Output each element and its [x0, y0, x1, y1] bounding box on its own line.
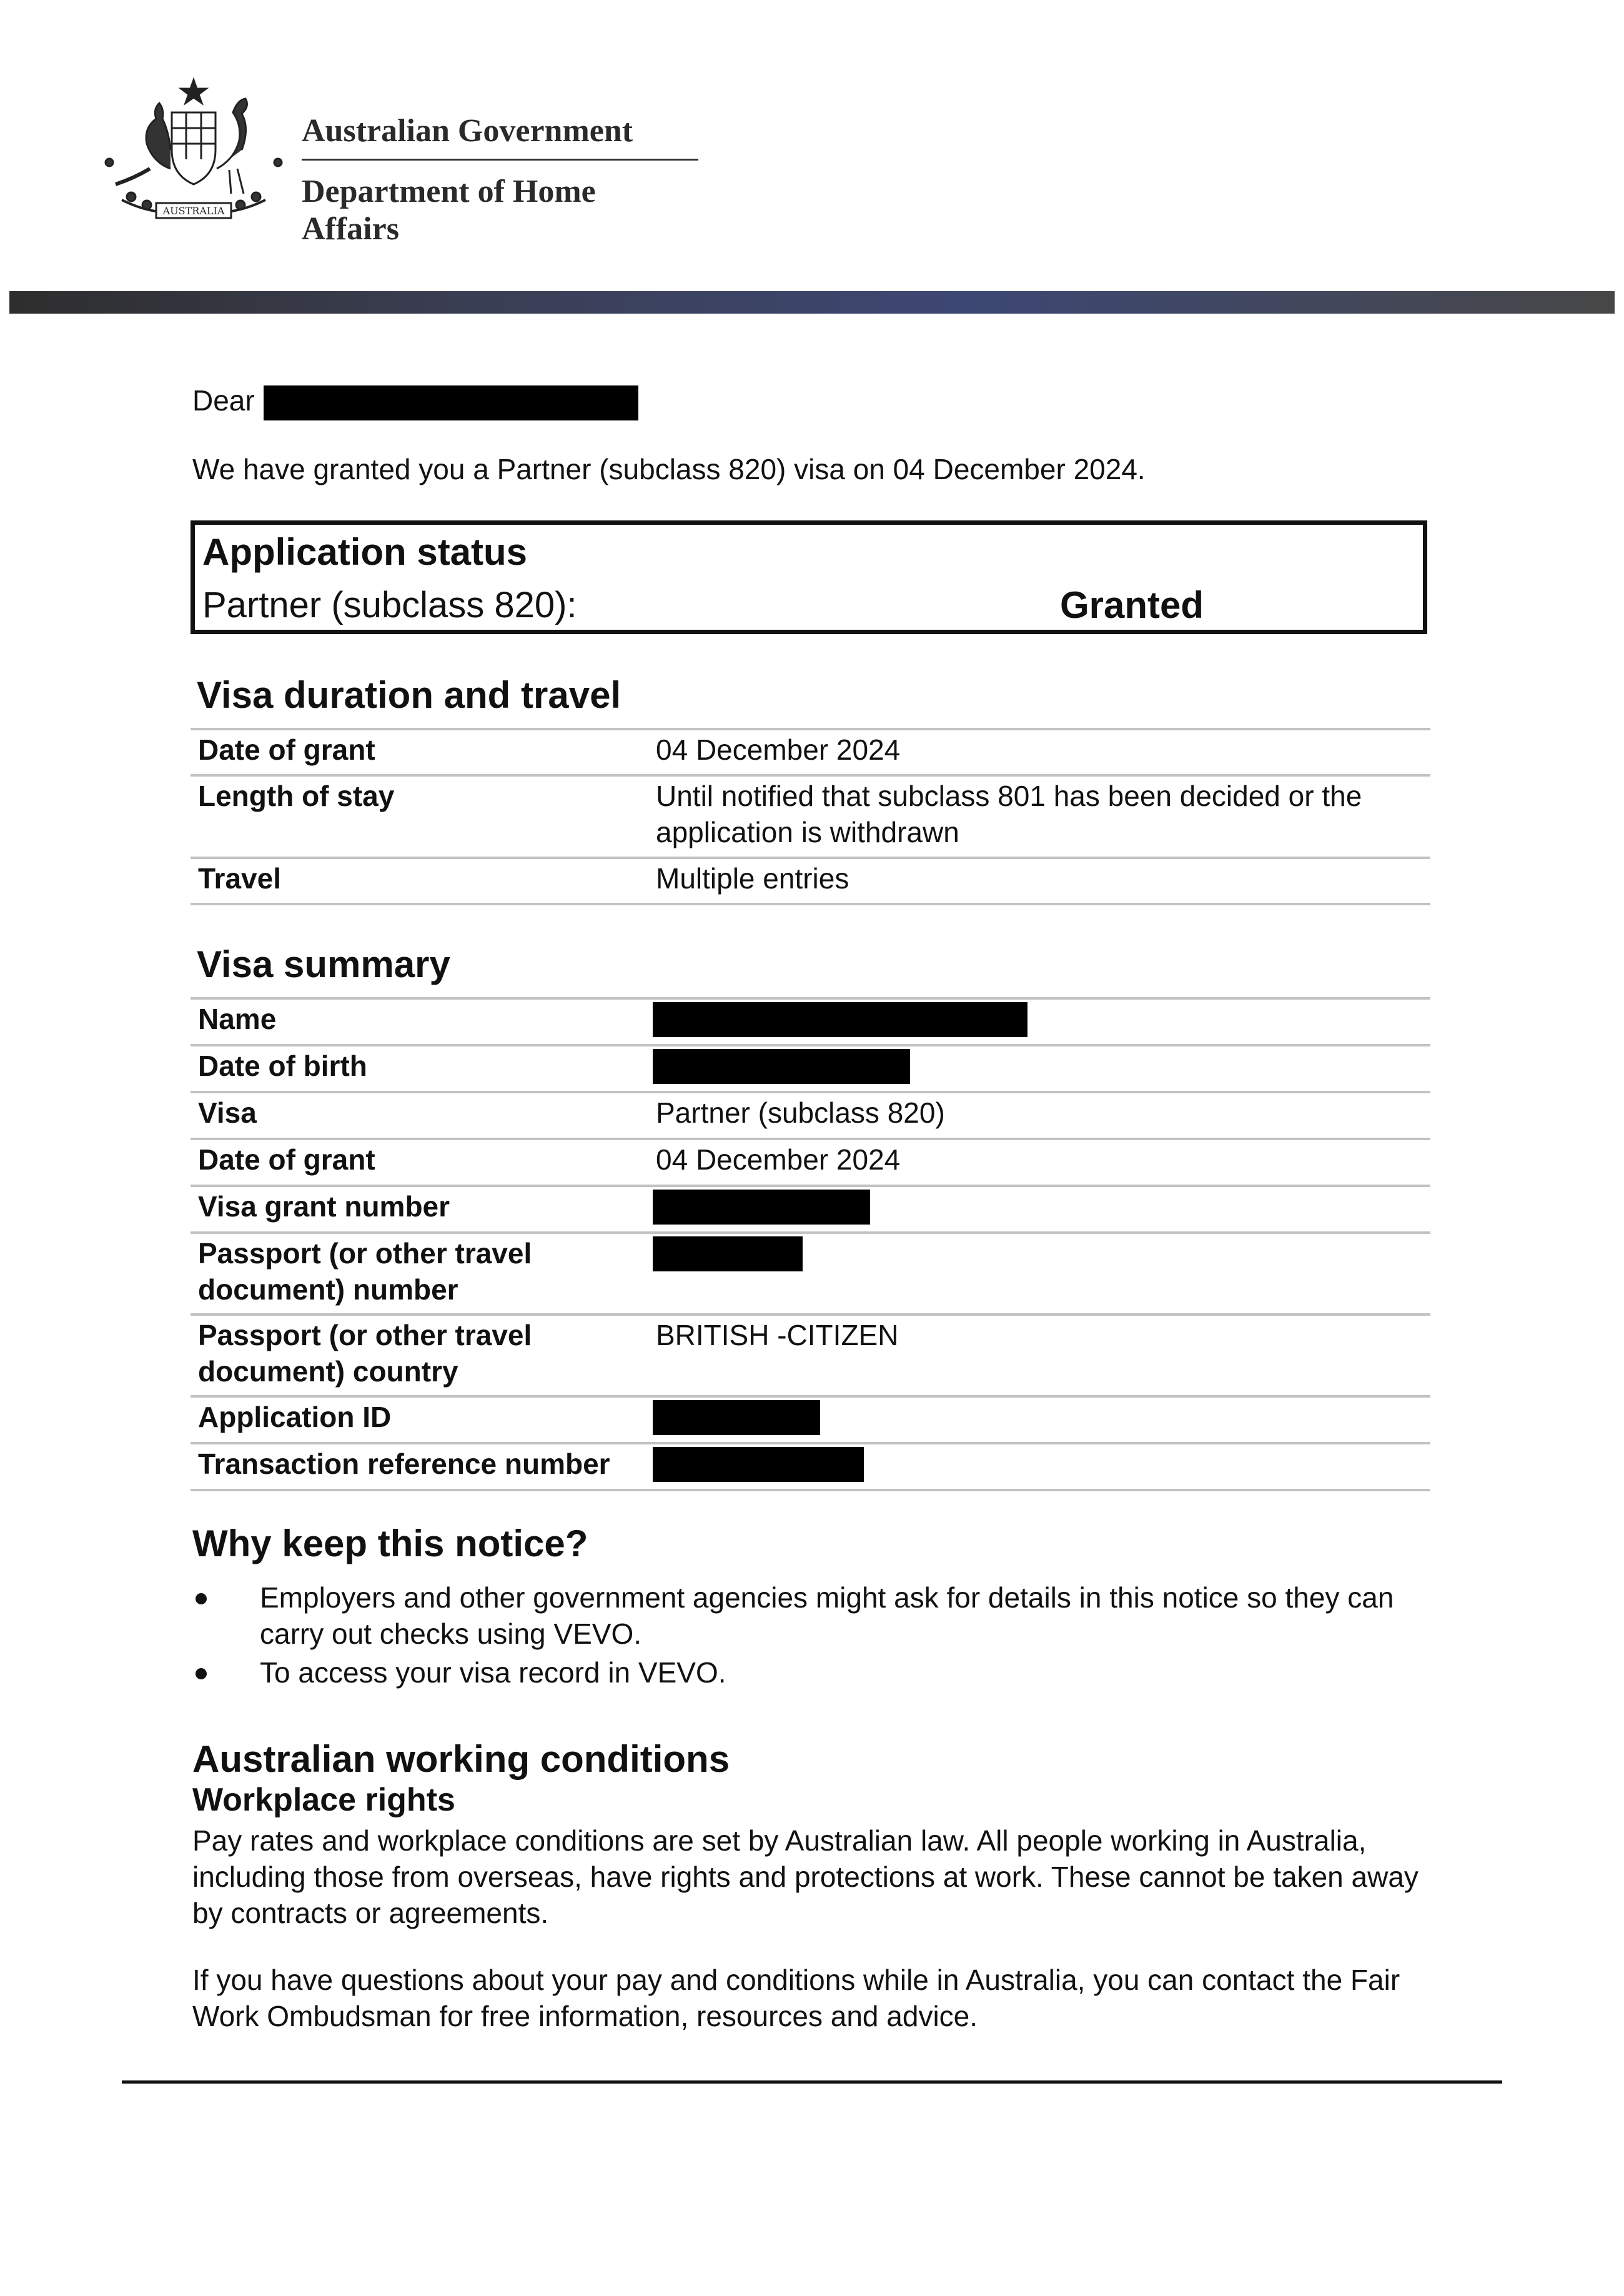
- table-row: [191, 1395, 1430, 1442]
- duration-table: [191, 728, 1430, 905]
- row-label: Date of birth: [198, 1050, 367, 1082]
- table-row: [191, 997, 1430, 1044]
- department-name: Department of Home Affairs: [302, 174, 596, 247]
- table-row: [191, 1185, 1430, 1231]
- grant-intro: We have granted you a Partner (subclass 820) visa on 04 December 2024.: [192, 453, 1146, 485]
- redacted-passport-number: [653, 1236, 803, 1271]
- section-heading-keep-notice: Why keep this notice?: [192, 1523, 588, 1564]
- row-value: Partner (subclass 820): [656, 1096, 945, 1129]
- fair-work-paragraph: If you have questions about your pay and conditions while in Australia, you can contact the Fair Work Ombudsman for free information, resources and advice.: [192, 1964, 1400, 2032]
- section-heading-working-conditions: Australian working conditions: [192, 1738, 730, 1780]
- redacted-name: [653, 1002, 1027, 1037]
- redacted-date-of-birth: [653, 1049, 910, 1084]
- redacted-recipient-name: [264, 385, 638, 420]
- table-row: [191, 1044, 1430, 1091]
- redacted-transaction-reference: [653, 1447, 864, 1482]
- status-value: Granted: [1060, 584, 1204, 626]
- row-label: Date of grant: [198, 1143, 375, 1176]
- table-row: [191, 728, 1430, 774]
- redacted-application-id: [653, 1400, 820, 1435]
- row-label: Passport (or other travel document) country: [198, 1319, 532, 1388]
- row-label: Visa: [198, 1096, 257, 1129]
- row-label: Application ID: [198, 1401, 392, 1433]
- table-row: [191, 1442, 1430, 1491]
- row-label: Length of stay: [198, 780, 395, 812]
- status-visa-label: Partner (subclass 820):: [202, 585, 577, 625]
- row-value: Until notified that subclass 801 has been decided or the application is withdrawn: [656, 780, 1362, 848]
- row-value: 04 December 2024: [656, 1143, 901, 1176]
- table-row: [191, 857, 1430, 905]
- list-item-text: To access your visa record in VEVO.: [260, 1656, 726, 1689]
- coat-of-arms-icon: [97, 75, 290, 225]
- subheading-workplace-rights: Workplace rights: [192, 1782, 455, 1818]
- table-row: [191, 774, 1430, 857]
- agency-divider: [302, 159, 698, 161]
- list-item: [192, 1579, 1435, 1652]
- crest-scroll-text: AUSTRALIA: [162, 205, 225, 217]
- header-banner-bar: [9, 291, 1615, 314]
- row-label: Name: [198, 1003, 277, 1035]
- status-title: Application status: [202, 531, 528, 573]
- row-value: BRITISH -CITIZEN: [656, 1319, 899, 1351]
- list-item-text: Employers and other government agencies might ask for details in this notice so they can carry out checks using VEVO.: [260, 1581, 1394, 1650]
- table-row: [191, 1231, 1430, 1313]
- row-label: Transaction reference number: [198, 1448, 610, 1480]
- summary-table: [191, 997, 1430, 1491]
- agency-name: [302, 112, 698, 248]
- footer-divider: [122, 2080, 1502, 2084]
- application-status-box: [191, 520, 1427, 634]
- bullet-icon: [196, 1668, 207, 1679]
- redacted-visa-grant-number: [653, 1190, 870, 1225]
- salutation: Dear: [192, 384, 255, 417]
- section-heading-summary: Visa summary: [197, 943, 450, 985]
- bullet-icon: [196, 1593, 207, 1604]
- row-label: Visa grant number: [198, 1190, 450, 1223]
- row-label: Passport (or other travel document) number: [198, 1237, 532, 1306]
- row-label: Travel: [198, 862, 281, 895]
- table-row: [191, 1138, 1430, 1185]
- government-name: Australian Government: [302, 113, 633, 149]
- table-row: [191, 1313, 1430, 1395]
- table-row: [191, 1091, 1430, 1138]
- row-value: 04 December 2024: [656, 733, 901, 766]
- row-value: Multiple entries: [656, 862, 849, 895]
- section-heading-duration: Visa duration and travel: [197, 674, 621, 716]
- row-label: Date of grant: [198, 733, 375, 766]
- keep-notice-list: [192, 1579, 1435, 1693]
- list-item: [192, 1654, 1435, 1691]
- workplace-rights-paragraph: Pay rates and workplace conditions are set by Australian law. All people working in Australia, including those from overseas, have rights and protections at work. These cannot be taken away by contracts or agreements.: [192, 1824, 1419, 1929]
